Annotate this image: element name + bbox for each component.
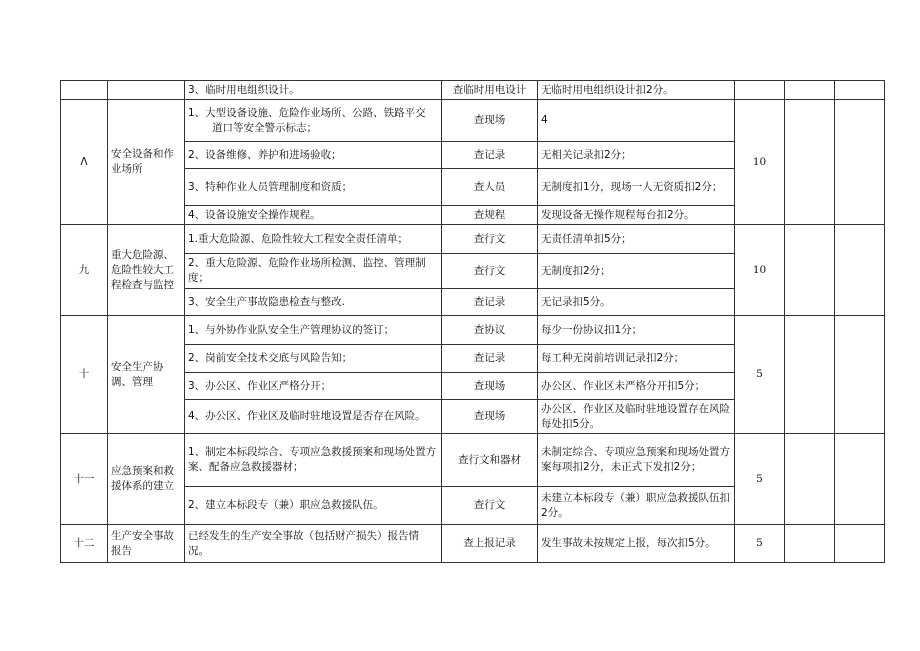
check-method-cell: 查现场 — [442, 373, 538, 400]
item-cell: 3、办公区、作业区严格分开； — [185, 373, 442, 400]
check-method-cell: 查行文 — [442, 225, 538, 254]
table-row — [61, 225, 885, 254]
standard-cell: 无记录扣5分。 — [538, 289, 735, 316]
standard-cell: 无临时用电组织设计扣2分。 — [538, 81, 735, 100]
standard-cell: 无相关记录扣2分； — [538, 142, 735, 169]
check-method-cell: 查协议 — [442, 316, 538, 345]
item-cell: 2、岗前安全技术交底与风险告知； — [185, 345, 442, 373]
check-method-cell: 查行文和器材 — [442, 434, 538, 487]
deduction-cell — [785, 100, 835, 225]
standard-cell: 发现设备无操作规程每台扣2分。 — [538, 206, 735, 225]
item-cell: 2、建立本标段专（兼）职应急救援队伍。 — [185, 487, 442, 525]
section-category: 重大危险源、危险性较大工程检查与监控 — [108, 225, 185, 316]
check-method-cell: 查上报记录 — [442, 525, 538, 563]
num-cell — [61, 81, 108, 100]
remark-cell — [835, 225, 885, 316]
item-line: 道口等安全警示标志； — [212, 121, 317, 134]
standard-cell: 每少一份协议扣1分； — [538, 316, 735, 345]
table-row — [61, 434, 885, 487]
section-category: 生产安全事故报告 — [108, 525, 185, 563]
section-number: 十 — [61, 316, 108, 434]
section-number: 九 — [61, 225, 108, 316]
item-cell: 4、办公区、作业区及临时驻地设置是否存在风险。 — [185, 400, 442, 434]
deduction-cell — [785, 316, 835, 434]
deduction-cell — [785, 434, 835, 525]
section-score: 5 — [735, 434, 785, 525]
check-method-cell: 查人员 — [442, 169, 538, 206]
standard-cell: 无责任清单扣5分； — [538, 225, 735, 254]
remark-cell — [835, 434, 885, 525]
table-row — [61, 100, 885, 142]
item-cell: 1.重大危险源、危险性较大工程安全责任清单； — [185, 225, 442, 254]
item-cell: 已经发生的生产安全事故（包括财产损失）报告情况。 — [185, 525, 442, 563]
standard-cell: 无制度扣1分，现场一人无资质扣2分； — [538, 169, 735, 206]
standard-cell: 无制度扣2分； — [538, 254, 735, 289]
item-cell: 1、与外协作业队安全生产管理协议的签订； — [185, 316, 442, 345]
deduction-cell — [785, 525, 835, 563]
item-cell: 3、临时用电组织设计。 — [185, 81, 442, 100]
standard-cell: 办公区、作业区及临时驻地设置存在风险每处扣5分。 — [538, 400, 735, 434]
deduction-cell — [785, 81, 835, 100]
score-cell — [735, 81, 785, 100]
standard-cell: 未建立本标段专（兼）职应急救援队伍扣2分。 — [538, 487, 735, 525]
check-method-cell: 查记录 — [442, 289, 538, 316]
section-score: 5 — [735, 525, 785, 563]
category-cell — [108, 81, 185, 100]
item-cell: 1、制定本标段综合、专项应急救援预案和现场处置方案、配备应急救援器材； — [185, 434, 442, 487]
remark-cell — [835, 316, 885, 434]
check-method-cell: 查现场 — [442, 100, 538, 142]
section-number: Λ — [61, 100, 108, 225]
check-method-cell: 查记录 — [442, 345, 538, 373]
check-method-cell: 查现场 — [442, 400, 538, 434]
standard-cell: 发生事故未按规定上报，每次扣5分。 — [538, 525, 735, 563]
section-score: 5 — [735, 316, 785, 434]
standard-cell: 每工种无岗前培训记录扣2分； — [538, 345, 735, 373]
remark-cell — [835, 81, 885, 100]
table-row — [61, 316, 885, 345]
check-method-cell: 查记录 — [442, 142, 538, 169]
check-method-cell: 查行文 — [442, 487, 538, 525]
item-cell: 2、设备维修、养护和进场验收； — [185, 142, 442, 169]
section-number: 十二 — [61, 525, 108, 563]
table-row — [61, 525, 885, 563]
section-category: 安全生产协调、管理 — [108, 316, 185, 434]
section-category: 安全设备和作业场所 — [108, 100, 185, 225]
remark-cell — [835, 525, 885, 563]
standard-cell: 未制定综合、专项应急预案和现场处置方案每项扣2分，未正式下发扣2分； — [538, 434, 735, 487]
deduction-cell — [785, 225, 835, 316]
check-method-cell: 查规程 — [442, 206, 538, 225]
safety-inspection-table — [60, 80, 885, 563]
item-line: 1、大型设备设施、危险作业场所、公路、铁路平交 — [188, 106, 426, 119]
item-cell: 2、重大危险源、危险作业场所检测、监控、管理制度； — [185, 254, 442, 289]
item-cell: 3、安全生产事故隐患检查与整改. — [185, 289, 442, 316]
section-score: 10 — [735, 225, 785, 316]
item-cell: 4、设备设施安全操作规程。 — [185, 206, 442, 225]
table-row — [61, 81, 885, 100]
section-category: 应急预案和救援体系的建立 — [108, 434, 185, 525]
remark-cell — [835, 100, 885, 225]
check-method-cell: 查临时用电设计 — [442, 81, 538, 100]
standard-cell: 办公区、作业区未严格分开扣5分； — [538, 373, 735, 400]
item-cell — [185, 100, 442, 142]
standard-cell: 4 — [538, 100, 735, 142]
section-number: 十一 — [61, 434, 108, 525]
check-method-cell: 查行文 — [442, 254, 538, 289]
item-cell: 3、特种作业人员管理制度和资质； — [185, 169, 442, 206]
section-score: 10 — [735, 100, 785, 225]
